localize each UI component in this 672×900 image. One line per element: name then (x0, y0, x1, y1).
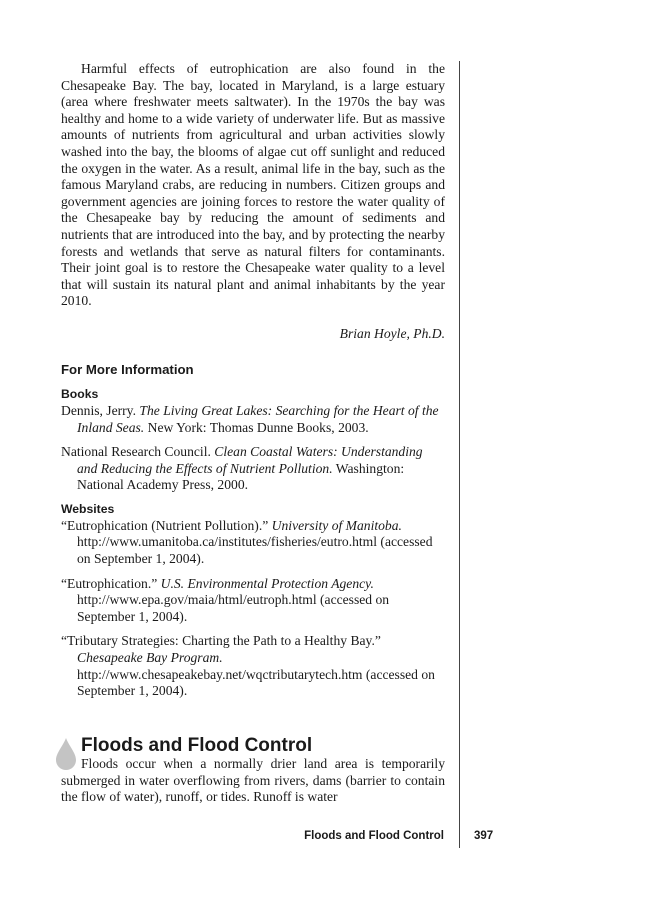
book-reference (61, 444, 445, 494)
book-publisher: Washington: National Academy Press, 2000. (77, 460, 405, 493)
section-paragraph: Floods occur when a normally drier land area is temporarily submerged in water overflowing from rivers, dams (barrier to contain the flow of water), runoff, or tides. Runoff is water (61, 756, 445, 805)
website-reference (61, 518, 445, 568)
article-paragraph: Harmful effects of eutrophication are also found in the Chesapeake Bay. The bay, located in Maryland, is a large estuary (area where freshwater meets saltwater). In the 1970s the bay was healthy and home to a wide variety of underwater life. But as massive amounts of nutrients from agricultural and urban activities slowly washed into the bay, the blooms of algae cut off sunlight and reduced the oxygen in the water. As a result, animal life in the bay, such as the famous Maryland crabs, are reducing in numbers. Citizen groups and government agencies are joining forces to restore the water quality of the Chesapeake bay by reducing the amount of sediments and nutrients that are introduced into the bay, and by protecting the nearby forests and wetlands that serve as natural filters for contaminants. Their joint goal is to restore the Chesapeake water quality to a level that will sustain its natural plant and animal inhabitants by the year 2010. (61, 61, 445, 309)
website-title: “Tributary Strategies: Charting the Path to a Healthy Bay.” (61, 633, 381, 649)
book-author: Dennis, Jerry. (61, 402, 136, 418)
website-source: U.S. Environmental Protection Agency. (160, 575, 374, 591)
book-author: National Research Council. (61, 444, 211, 460)
website-title: “Eutrophication.” (61, 575, 158, 591)
more-info-heading: For More Information (61, 361, 194, 377)
running-footer-title: Floods and Flood Control (304, 830, 444, 842)
website-reference (61, 576, 445, 626)
website-detail: http://www.chesapeakebay.net/wqctributarytech.htm (accessed on September 1, 2004). (77, 666, 435, 699)
book-title: The Living Great Lakes: Searching for the Heart of the Inland Seas. (77, 402, 439, 435)
book-publisher: New York: Thomas Dunne Books, 2003. (147, 419, 369, 435)
websites-heading: Websites (61, 501, 115, 516)
website-reference (61, 633, 445, 699)
website-detail: http://www.epa.gov/maia/html/eutroph.html (accessed on September 1, 2004). (77, 592, 390, 624)
book-reference (61, 403, 445, 436)
main-column (61, 61, 445, 708)
book-title: Clean Coastal Waters: Understanding and Reducing the Effects of Nutrient Pollution. (77, 444, 423, 476)
website-source: University of Manitoba. (271, 517, 402, 533)
website-detail: http://www.umanitoba.ca/institutes/fisheries/eutro.html (accessed on September 1, 2004). (77, 534, 433, 567)
author-byline: Brian Hoyle, Ph.D. (339, 325, 445, 341)
section-body (61, 756, 445, 806)
books-heading: Books (61, 386, 99, 401)
website-title: “Eutrophication (Nutrient Pollution).” (61, 517, 269, 533)
column-rule (459, 61, 460, 848)
website-source: Chesapeake Bay Program. (77, 650, 223, 666)
section-title: Floods and Flood Control (81, 735, 313, 756)
page-number: 397 (474, 830, 494, 842)
